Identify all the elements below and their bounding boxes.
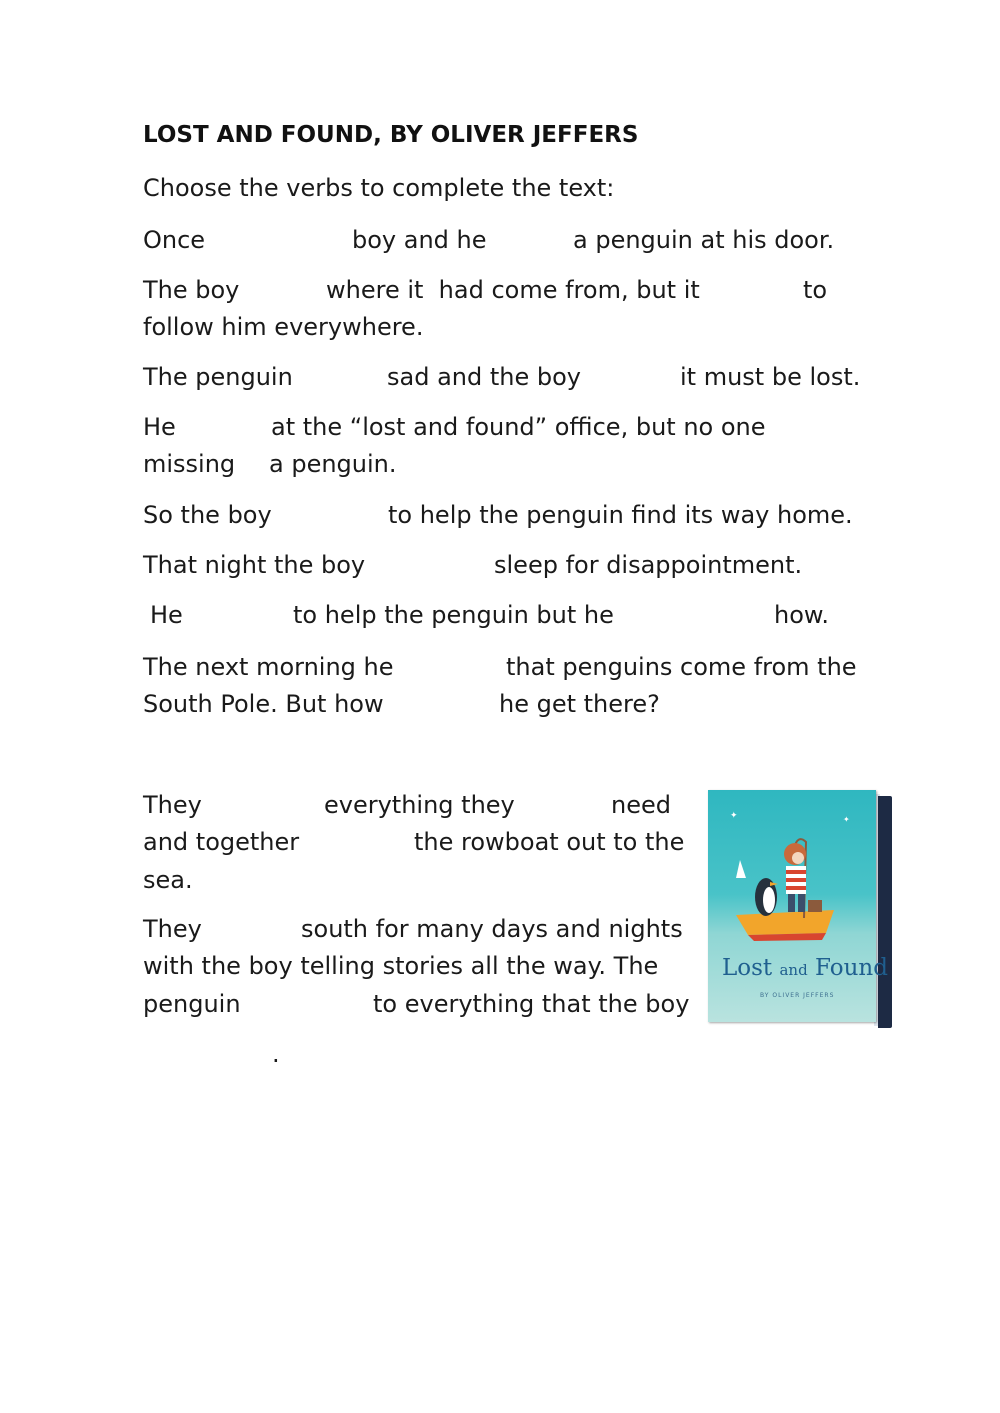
text-segment: South Pole. But how <box>143 690 384 718</box>
text-segment: sad and the boy <box>387 363 581 391</box>
text-segment: and together <box>143 828 300 856</box>
text-segment: They <box>143 791 202 819</box>
text-segment: sleep for disappointment. <box>494 551 803 579</box>
star-icon: ✦ <box>730 811 738 821</box>
text-segment: to <box>803 276 828 304</box>
iceberg-icon <box>736 860 746 878</box>
text-segment: need <box>611 791 671 819</box>
text-segment: He <box>143 413 176 441</box>
book-cover-image <box>708 790 892 1028</box>
text-segment: to help the penguin but he <box>293 601 614 629</box>
book-title <box>722 955 888 981</box>
text-segment: Once <box>143 226 206 254</box>
book-front-cover <box>708 790 888 1022</box>
text-segment: follow him everywhere. <box>143 313 424 341</box>
text-segment: The boy <box>143 276 240 304</box>
text-segment: . <box>272 1040 280 1068</box>
text-segment: he get there? <box>499 690 660 718</box>
text-segment: The penguin <box>143 363 293 391</box>
text-segment: it must be lost. <box>680 363 861 391</box>
book-title-lost: Lost <box>722 955 773 981</box>
book-title-and: and <box>779 961 808 979</box>
text-segment: They <box>143 915 202 943</box>
text-segment: to everything that the boy <box>373 990 690 1018</box>
text-segment: to help the penguin find its way home. <box>388 501 853 529</box>
book-author: BY OLIVER JEFFERS <box>760 992 835 999</box>
text-segment: sea. <box>143 866 193 894</box>
page-title: LOST AND FOUND, BY OLIVER JEFFERS <box>143 122 639 148</box>
text-segment: a penguin. <box>269 450 397 478</box>
book-spine <box>878 796 892 1028</box>
instruction-text: Choose the verbs to complete the text: <box>143 174 615 202</box>
text-segment: The next morning he <box>143 653 394 681</box>
text-segment: that penguins come from the <box>506 653 857 681</box>
text-segment: where it had come from, but it <box>326 276 700 304</box>
text-segment: That night the boy <box>143 551 366 579</box>
text-segment: south for many days and nights <box>301 915 683 943</box>
text-segment: penguin <box>143 990 241 1018</box>
rowboat-icon <box>736 910 834 935</box>
cover-illustration <box>708 790 876 1022</box>
text-segment: boy and he <box>352 226 487 254</box>
text-segment: the rowboat out to the <box>414 828 685 856</box>
text-segment: He <box>150 601 183 629</box>
text-segment: at the “lost and found” office, but no one <box>271 413 766 441</box>
text-segment: how. <box>774 601 829 629</box>
text-segment: with the boy telling stories all the way. The <box>143 952 659 980</box>
text-segment: everything they <box>324 791 515 819</box>
star-icon: ✦ <box>843 815 850 824</box>
text-segment: So the boy <box>143 501 272 529</box>
suitcase-icon <box>808 900 822 912</box>
book-title-found: Found <box>815 955 888 981</box>
text-segment: missing <box>143 450 236 478</box>
text-segment: a penguin at his door. <box>573 226 835 254</box>
